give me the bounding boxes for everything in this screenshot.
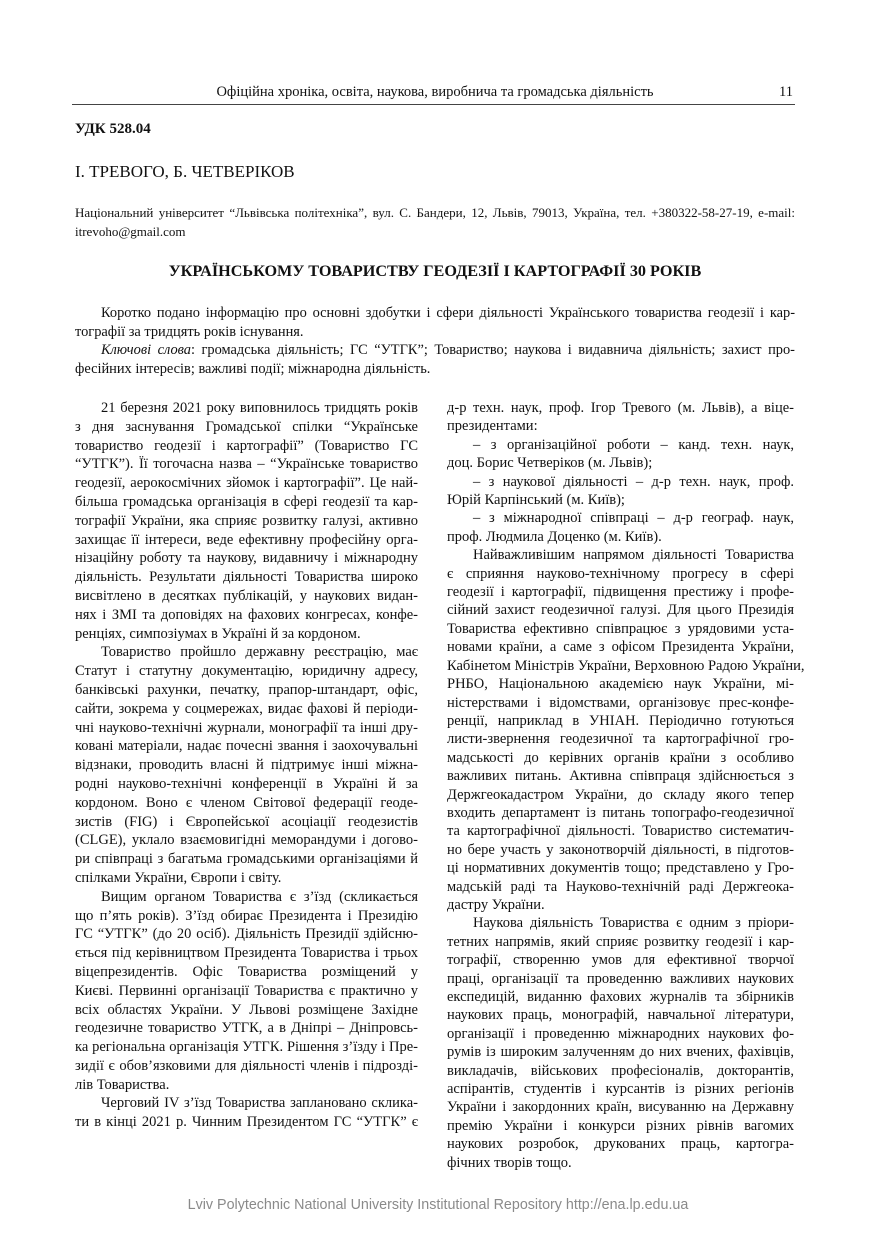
text-line: сійний захист геодезичної галузі. Для цього Президія	[447, 602, 794, 619]
text-line: наукових праць, монографій, навчальної літератури,	[447, 1007, 794, 1024]
text-line: новами країни, а саме з офісом Президента України,	[447, 639, 794, 656]
keywords-line	[75, 341, 795, 360]
text-line: РНБО, Національною академією наук України, мі-	[447, 676, 794, 693]
text-line: Товариства ефективно співпрацює з урядовими уста-	[447, 620, 794, 637]
text-line: Статут і статутну документацію, юридичну адресу,	[75, 663, 418, 680]
text-line: дастру України.	[447, 896, 545, 913]
keywords-label: Ключові слова	[101, 342, 191, 358]
text-line: Товариство пройшло державну реєстрацію, має	[101, 644, 418, 661]
text-line: ється під керівництвом Президента Товариства і трьох	[75, 945, 418, 962]
text-line: Наукова діяльність Товариства є одним з пріори-	[473, 915, 794, 932]
text-line: України і закордонних країн, висуванню на Державну	[447, 1099, 794, 1116]
text-line: д-р техн. наук, проф. Ігор Тревого (м. Львів), а віце-	[447, 400, 794, 416]
text-line: (CLGE), уклало взаємовигідні меморандуми і догово-	[75, 832, 418, 849]
text-line: – з міжнародної співпраці – д-р географ. наук,	[473, 510, 794, 527]
paragraph	[75, 399, 418, 643]
text-line: віцепрезидентів. Офіс Товариства розміщений у	[75, 963, 418, 980]
body-column-left	[75, 399, 418, 1132]
text-line: банківські рахунки, печатку, прапор-штандарт, офіс,	[75, 681, 418, 698]
header-rule	[72, 104, 795, 105]
text-line: Кабінетом Міністрів України, Верховною Радою України,	[447, 657, 805, 674]
paragraph	[447, 399, 794, 436]
page-number: 11	[779, 84, 793, 100]
text-line: Юрій Карпінський (м. Київ);	[447, 492, 625, 509]
text-line: ка регіональна організація УТГК. Рішення з’їзду і Пре-	[75, 1039, 418, 1056]
text-line: премію України і конкурси різних рівнів вагомих	[447, 1117, 794, 1134]
text-line: геодезії і картографії, підвищення престижу і профе-	[447, 584, 794, 601]
text-line: доц. Борис Четверіков (м. Львів);	[447, 455, 653, 472]
text-line: що п’ять років). З’їзд обирає Президента і Президію	[75, 907, 418, 924]
text-line: зистів (FIG) і Європейської асоціації геодезистів	[75, 813, 418, 830]
text-line: праці, організації та проведенню важливих наукових	[447, 970, 794, 987]
text-line: – з наукової діяльності – д-р техн. наук, проф.	[473, 473, 794, 490]
text-line: входить департамент із питань топографо-геодезичної	[447, 804, 794, 821]
text-line: тографії України, яка сприяє розвитку галузі, активно	[75, 512, 418, 529]
text-line: ГС “УТГК” (до 20 осіб). Діяльність Президії здійсню-	[75, 926, 418, 943]
text-line: з дня заснування Громадської спілки “Українське	[75, 418, 418, 435]
paragraph	[447, 914, 794, 1172]
running-head-title: Офіційна хроніка, освіта, наукова, виробнича та громадська діяльність	[216, 84, 654, 100]
paragraph	[75, 643, 418, 887]
text-line: ренції, наприклад в УНІАН. Періодично готуються	[447, 712, 794, 729]
text-line: експедицій, виданню фахових журналів та збірників	[447, 989, 794, 1005]
affiliation	[75, 204, 795, 241]
paragraph	[447, 509, 794, 546]
text-line: Києві. Первинні організації Товариства є практично у	[75, 982, 418, 999]
text-line: викладачів, військових професіоналів, докторантів,	[447, 1062, 794, 1079]
text-line: наукових розробок, друкованих праць, картогра-	[447, 1136, 794, 1153]
paragraph	[75, 888, 418, 1095]
text-line: більша громадська організація в сфері геодезії та кар-	[75, 493, 418, 510]
text-line: президентами:	[447, 418, 538, 435]
text-line: товариство геодезії і картографії” (Товариство ГС	[75, 437, 418, 454]
text-line: ти в кінці 2021 р. Чинним Президентом ГС “УТГК” є	[75, 1114, 418, 1131]
body-column-right	[447, 399, 805, 1172]
text-line: тетних напрямів, який сприяє розвитку геодезії і кар-	[447, 933, 794, 950]
text-line: листи-звернення геодезичної та картографічної гро-	[447, 731, 794, 748]
abstract-line: тографії за тридцять років існування.	[75, 323, 304, 340]
paragraph	[75, 1094, 418, 1132]
keywords-text: : громадська діяльність; ГС “УТГК”; Товариство; наукова і видавнича діяльність; захист про-	[190, 342, 795, 358]
paragraph	[447, 473, 794, 510]
text-line: Найважливішим напрямом діяльності Товариства	[473, 547, 794, 564]
repository-footer: Lviv Polytechnic National University Institutional Repository http://ena.lp.edu.ua	[187, 1197, 689, 1213]
text-line: зидії є обов’язковими для діяльності членів і підрозді-	[75, 1057, 418, 1074]
text-line: 21 березня 2021 року виповнилось тридцять років	[101, 400, 418, 416]
text-line: геодезії, аерокосмічних зйомок і картографії”. Це най-	[75, 475, 418, 492]
text-line: родні науково-технічні конференції в Україні й за	[75, 775, 418, 792]
text-line: чні науково-технічні журнали, монографії та інші дру-	[75, 719, 418, 736]
text-line: всіх областях України. У Львові розміщене Західне	[75, 1001, 418, 1018]
text-line: мадській раді та Науково-технічній раді Держгеока-	[447, 878, 794, 895]
text-line: діяльність. Результати діяльності Товариства широко	[75, 569, 418, 586]
text-line: геодезичне товариство УТГК, а в Дніпрі – Дніпровсь-	[75, 1020, 418, 1037]
text-line: організації і проведенню міжнародних наукових фо-	[447, 1025, 794, 1042]
authors: І. ТРЕВОГО, Б. ЧЕТВЕРІКОВ	[75, 162, 295, 181]
text-line: нізаційну роботу та наукову, видавничу і міжнародну	[75, 550, 418, 567]
text-line: аспірантів, студентів і курсантів із різних регіонів	[447, 1081, 794, 1098]
text-line: кордоном. Воно є членом Світової федерації геоде-	[75, 794, 418, 811]
text-line: но бере участь у законотворчій діяльності, в підготов-	[447, 841, 794, 858]
text-line: ністерствами і відомствами, організовує прес-конфе-	[447, 694, 794, 711]
text-line: є сприяння науково-технічному прогресу в сфері	[447, 565, 794, 582]
text-line: ри співпраці з багатьма громадськими організаціями й	[75, 851, 418, 868]
text-line: спілками України, Європи і світу.	[75, 869, 282, 886]
text-line: румів із широким залученням до них вчених, фахівців,	[447, 1044, 794, 1061]
text-line: лів Товариства.	[75, 1076, 170, 1093]
keywords-line: фесійних інтересів; важливі події; міжнародна діяльність.	[75, 360, 431, 377]
text-line: Держгеокадастром України, до складу якого тепер	[447, 786, 794, 803]
text-line: ці нормативних документів тощо; представлено у Гро-	[447, 860, 794, 877]
abstract-line: Коротко подано інформацію про основні здобутки і сфери діяльності Українського товариства геодезії і кар-	[101, 305, 795, 321]
text-line: відзнаки, проводить власні й підтримує інші міжна-	[75, 757, 418, 774]
text-line: ренціях, симпозіумах в Україні й за кордоном.	[75, 625, 361, 642]
text-line: сайти, зокрема у соцмережах, видає фахові й періоди-	[75, 700, 418, 717]
text-line: – з організаційної роботи – канд. техн. наук,	[473, 436, 794, 453]
article-title: УКРАЇНСЬКОМУ ТОВАРИСТВУ ГЕОДЕЗІЇ І КАРТОГРАФІЇ 30 РОКІВ	[168, 262, 702, 280]
text-line: Вищим органом Товариства є з’їзд (скликається	[101, 888, 418, 905]
text-line: та картографічної діяльності. Товариство систематич-	[447, 823, 794, 840]
affiliation-line: Національний університет “Львівська політехніка”, вул. С. Бандери, 12, Львів, 79013, Україна, тел. +380322-58-27-19, e-mail:	[75, 205, 795, 220]
text-line: Черговий IV з’їзд Товариства заплановано склика-	[101, 1095, 418, 1112]
text-line: висвітлено в десятках публікацій, у наукових видан-	[75, 587, 418, 604]
text-line: мадськості до керівних органів країни з особливо	[447, 749, 794, 766]
paragraph	[447, 546, 805, 914]
affiliation-email[interactable]: itrevoho@gmail.com	[75, 223, 186, 239]
text-line: нях і ЗМІ та доповідях на фахових конгресах, конфе-	[75, 606, 418, 623]
text-line: захищає її інтереси, веде ефективну професійну орга-	[75, 531, 418, 548]
paragraph	[447, 436, 794, 473]
text-line: ковані матеріали, надає почесні звання і заохочувальні	[75, 738, 418, 755]
text-line: проф. Людмила Доценко (м. Київ).	[447, 528, 662, 545]
text-line: “УТГК”). Її тогочасна назва – “Українське товариство	[75, 456, 418, 473]
text-line: фічних творів тощо.	[447, 1154, 572, 1171]
abstract	[75, 304, 795, 378]
udk-code: УДК 528.04	[75, 121, 151, 137]
text-line: тографії, створенню умов для ефективної творчої	[447, 952, 794, 969]
text-line: важливих питань. Активна співпраця здійснюється з	[447, 768, 794, 785]
